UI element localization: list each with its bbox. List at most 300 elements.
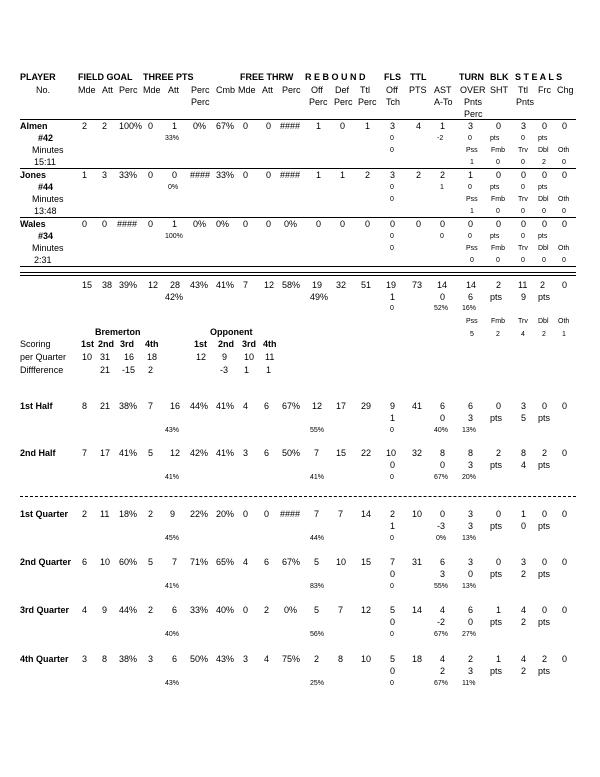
column-header: Perc — [334, 97, 353, 107]
quarter-header: 4th — [145, 339, 159, 349]
minutes-value: 13:48 — [34, 206, 57, 216]
quarter-score: 31 — [100, 352, 111, 362]
period-stat: 27% — [462, 631, 477, 638]
header-divider — [20, 119, 576, 120]
player-stat: 0 — [496, 257, 500, 264]
period-stat: 13% — [462, 535, 477, 542]
player-stat: pts — [490, 184, 500, 191]
total-stat: 38 — [102, 280, 113, 290]
period-stat: 0 — [542, 509, 548, 519]
column-header: Att — [168, 85, 180, 95]
player-stat: 0 — [496, 219, 502, 229]
quarter-score: 11 — [265, 352, 275, 362]
player-stat: 2 — [365, 170, 371, 180]
player-stat: 0 — [542, 257, 546, 264]
player-stat: 0 — [542, 208, 546, 215]
player-stat: 0 — [521, 135, 525, 142]
period-stat: 8 — [338, 654, 344, 664]
player-stat: 0 — [266, 170, 272, 180]
period-stat: 0 — [562, 557, 568, 567]
period-stat: 44% — [190, 401, 209, 411]
period-stat: 29 — [361, 401, 372, 411]
player-stat: 1 — [440, 121, 446, 131]
period-stat: 6 — [172, 605, 178, 615]
period-stat: 10 — [386, 448, 397, 458]
player-stat: 3 — [390, 121, 396, 131]
column-header: OVER — [460, 85, 486, 95]
period-stat: pts — [538, 666, 551, 676]
quarter-diff: 21 — [100, 365, 111, 375]
quarter-diff: -3 — [220, 365, 229, 375]
period-stat: 18 — [412, 654, 423, 664]
period-stat: 2 — [148, 605, 154, 615]
period-stat: 3 — [468, 557, 474, 567]
column-header: Off — [311, 85, 323, 95]
player-stat: 0% — [193, 219, 207, 229]
player-stat: 1 — [316, 121, 322, 131]
player-stat: 1 — [340, 170, 346, 180]
total-stat: Dbl — [538, 318, 549, 325]
player-stat: Pss — [466, 245, 478, 252]
quarter-score: 10 — [82, 352, 93, 362]
total-stat: 7 — [243, 280, 249, 290]
player-stat: 0 — [102, 219, 108, 229]
period-stat: 44% — [119, 605, 138, 615]
total-stat: 12 — [264, 280, 275, 290]
total-stat: 2 — [496, 280, 502, 290]
period-stat: 10 — [412, 509, 423, 519]
period-stat: 0 — [542, 605, 548, 615]
period-stat: 41% — [310, 474, 325, 481]
period-stat: 0 — [496, 509, 502, 519]
period-stat: 7 — [172, 557, 178, 567]
total-stat: 0 — [440, 292, 446, 302]
player-stat: 0 — [496, 159, 500, 166]
player-stat: 3 — [102, 170, 108, 180]
player-number: #44 — [38, 182, 54, 192]
period-stat: 5 — [148, 557, 154, 567]
period-stat: 41% — [216, 401, 235, 411]
player-stat: 2 — [102, 121, 108, 131]
player-stat: 1 — [82, 170, 88, 180]
period-stat: 38% — [119, 401, 138, 411]
player-stat: Oth — [558, 245, 570, 252]
column-group-header: BLK — [490, 72, 509, 82]
period-stat: 6 — [264, 557, 270, 567]
period-stat: 0 — [390, 666, 396, 676]
period-stat: pts — [490, 617, 503, 627]
period-stat: 0 — [562, 509, 568, 519]
column-header: Perc — [191, 85, 210, 95]
player-stat: 0 — [266, 121, 272, 131]
total-stat: 39% — [119, 280, 138, 290]
period-stat: 1 — [390, 413, 396, 423]
player-stat: Trv — [518, 196, 528, 203]
player-stat: 0 — [562, 159, 566, 166]
player-stat: 0 — [496, 208, 500, 215]
period-stat: pts — [538, 617, 551, 627]
period-stat: 1 — [521, 509, 527, 519]
player-stat: pts — [538, 184, 548, 191]
period-stat: 38% — [119, 654, 138, 664]
period-stat: 3 — [468, 413, 474, 423]
period-stat: 6 — [82, 557, 88, 567]
minutes-value: 2:31 — [34, 255, 52, 265]
period-stat: 0 — [440, 509, 446, 519]
player-stat: 1 — [365, 121, 371, 131]
period-stat: 0 — [496, 401, 502, 411]
period-stat: 2 — [521, 617, 527, 627]
player-stat: 33% — [216, 170, 235, 180]
period-stat: 2 — [521, 569, 527, 579]
period-stat: 0 — [440, 413, 446, 423]
minutes-value: 15:11 — [34, 157, 56, 167]
player-number: #42 — [38, 133, 54, 143]
period-stat: 12 — [312, 401, 323, 411]
period-stat: 14 — [361, 509, 372, 519]
period-stat: 17 — [336, 401, 347, 411]
column-header: Perc — [309, 97, 328, 107]
period-label: 3rd Quarter — [20, 605, 70, 615]
period-stat: 7 — [314, 448, 320, 458]
total-stat: 1 — [562, 331, 566, 338]
period-stat: 40% — [165, 631, 180, 638]
column-group-header: FREE THRW — [240, 72, 294, 82]
total-stat: 14 — [466, 280, 477, 290]
total-stat: Pss — [466, 318, 478, 325]
period-stat: 2 — [542, 448, 548, 458]
period-stat: 56% — [310, 631, 325, 638]
period-stat: 2 — [468, 654, 474, 664]
player-stat: 0 — [316, 219, 322, 229]
player-stat: 0 — [148, 121, 154, 131]
period-stat: 7 — [338, 509, 344, 519]
player-stat: 0 — [390, 196, 394, 203]
total-stat: 42% — [165, 292, 184, 302]
player-stat: 33% — [165, 135, 180, 142]
period-label: 1st Half — [20, 401, 53, 411]
column-group-header: R E B O U N D — [305, 72, 366, 82]
column-header: Perc — [191, 97, 210, 107]
period-stat: 7 — [314, 509, 320, 519]
period-stat: 4 — [440, 605, 446, 615]
total-stat: 12 — [148, 280, 159, 290]
period-stat: 5 — [314, 605, 320, 615]
player-stat: 0 — [521, 170, 527, 180]
period-stat: 0 — [468, 569, 474, 579]
period-stat: 5 — [390, 654, 396, 664]
period-stat: pts — [490, 521, 503, 531]
column-header: Perc — [358, 97, 377, 107]
period-stat: pts — [490, 666, 503, 676]
period-stat: 0 — [390, 583, 394, 590]
quarter-diff: 1 — [244, 365, 250, 375]
player-stat: Pss — [466, 196, 478, 203]
period-stat: 7 — [390, 557, 396, 567]
player-stat: 67% — [216, 121, 235, 131]
total-stat: Trv — [518, 318, 528, 325]
player-stat: Dbl — [538, 245, 549, 252]
player-stat: 0 — [562, 257, 566, 264]
player-stat: 0 — [440, 233, 444, 240]
quarter-score: 12 — [196, 352, 207, 362]
period-stat: 10 — [361, 654, 372, 664]
player-stat: 0 — [148, 219, 154, 229]
player-stat: 0 — [562, 170, 568, 180]
period-stat: 55% — [310, 427, 325, 434]
player-stat: 0 — [440, 219, 446, 229]
period-stat: 0 — [390, 460, 396, 470]
column-group-header: TTL — [410, 72, 427, 82]
period-stat: 15 — [361, 557, 372, 567]
total-stat: 15 — [82, 280, 93, 290]
total-stat: 19 — [386, 280, 397, 290]
column-group-header: FIELD GOAL — [78, 72, 133, 82]
period-stat: 0 — [542, 557, 548, 567]
period-stat: 44% — [310, 535, 325, 542]
minutes-label: Minutes — [32, 145, 64, 155]
player-stat: Oth — [558, 196, 570, 203]
period-stat: 0 — [390, 427, 394, 434]
period-stat: 40% — [434, 427, 449, 434]
period-stat: 3 — [243, 448, 249, 458]
period-stat: 0 — [264, 509, 270, 519]
period-stat: 65% — [216, 557, 235, 567]
period-stat: pts — [538, 569, 551, 579]
period-stat: 0 — [562, 605, 568, 615]
player-stat: 3 — [521, 121, 527, 131]
column-header: Mde — [238, 85, 256, 95]
player-stat: Fmb — [491, 245, 505, 252]
total-stat: 9 — [521, 292, 527, 302]
period-stat: 83% — [310, 583, 325, 590]
player-stat: Fmb — [491, 196, 505, 203]
period-stat: 2 — [521, 666, 527, 676]
period-stat: 5 — [148, 448, 154, 458]
column-group-header: TURN — [459, 72, 484, 82]
period-stat: 3 — [440, 569, 446, 579]
period-stat: pts — [538, 460, 551, 470]
player-stat: pts — [490, 233, 500, 240]
player-stat: 0 — [390, 245, 394, 252]
player-stat: Dbl — [538, 147, 549, 154]
total-stat: 2 — [542, 331, 546, 338]
period-stat: 9 — [170, 509, 176, 519]
player-stat: 0 — [340, 121, 346, 131]
player-stat: 100% — [165, 233, 183, 240]
quarter-score: 10 — [244, 352, 255, 362]
player-stat: 0 — [243, 121, 249, 131]
period-stat: 8 — [468, 448, 474, 458]
column-header: Att — [102, 85, 114, 95]
period-stat: 0 — [440, 460, 446, 470]
period-label: 4th Quarter — [20, 654, 69, 664]
column-header: Cmb — [216, 85, 236, 95]
player-stat: 0 — [468, 233, 472, 240]
period-stat: 67% — [282, 401, 301, 411]
period-stat: 1 — [390, 521, 396, 531]
player-stat: Trv — [518, 147, 528, 154]
period-stat: 0 — [390, 535, 394, 542]
column-header: Perc — [464, 109, 483, 119]
period-stat: 0 — [390, 680, 394, 687]
player-divider — [20, 217, 576, 218]
period-stat: pts — [538, 413, 551, 423]
player-stat: Pss — [466, 147, 478, 154]
period-stat: 6 — [440, 557, 446, 567]
player-stat: 0 — [416, 219, 422, 229]
period-stat: 7 — [148, 401, 154, 411]
player-stat: 0 — [390, 233, 394, 240]
player-stat: 0 — [562, 208, 566, 215]
total-stat: 19 — [312, 280, 323, 290]
quarter-header: 1st — [81, 339, 95, 349]
player-stat: 100% — [119, 121, 143, 131]
player-stat: pts — [538, 233, 548, 240]
scoring-label: Diffference — [20, 365, 64, 375]
period-stat: 0 — [496, 557, 502, 567]
period-stat: 71% — [190, 557, 209, 567]
quarter-header: 4th — [263, 339, 277, 349]
period-stat: 12 — [361, 605, 372, 615]
player-stat: 2 — [542, 159, 546, 166]
period-stat: 0 — [390, 569, 396, 579]
period-stat: 43% — [165, 427, 180, 434]
period-stat: 18% — [119, 509, 138, 519]
player-stat: Trv — [518, 245, 528, 252]
player-stat: 0 — [172, 170, 178, 180]
player-stat: 0 — [521, 208, 525, 215]
period-stat: -3 — [437, 521, 446, 531]
player-stat: Oth — [558, 147, 570, 154]
total-stat: Oth — [558, 318, 570, 325]
column-header: Frc — [538, 85, 551, 95]
player-divider — [20, 168, 576, 169]
period-stat: 2 — [390, 509, 396, 519]
period-stat: 50% — [282, 448, 301, 458]
player-divider — [20, 266, 576, 267]
period-stat: 41% — [216, 448, 235, 458]
total-stat: 2 — [540, 280, 546, 290]
period-stat: 13% — [462, 583, 477, 590]
period-stat: 0 — [562, 448, 568, 458]
period-stat: 5 — [314, 557, 320, 567]
period-stat: 20% — [462, 474, 477, 481]
period-stat: pts — [538, 521, 551, 531]
column-header: A-To — [434, 97, 453, 107]
totals-divider — [20, 275, 576, 276]
column-header: Ttl — [518, 85, 528, 95]
total-stat: 28 — [170, 280, 181, 290]
period-stat: 14 — [412, 605, 423, 615]
period-stat: 9 — [102, 605, 108, 615]
period-stat: 17 — [100, 448, 111, 458]
player-stat: 0 — [266, 219, 272, 229]
minutes-label: Minutes — [32, 194, 64, 204]
period-label: 1st Quarter — [20, 509, 69, 519]
period-stat: 6 — [468, 605, 474, 615]
player-stat: 0 — [243, 170, 249, 180]
player-stat: 0 — [521, 219, 527, 229]
period-stat: 10 — [336, 557, 347, 567]
period-stat: 11% — [462, 680, 476, 687]
period-stat: 32 — [412, 448, 423, 458]
player-stat: 0 — [468, 135, 472, 142]
period-stat: 9 — [390, 401, 396, 411]
column-header: Pnts — [464, 97, 483, 107]
period-stat: 8 — [521, 448, 527, 458]
period-stat: 67% — [434, 631, 449, 638]
period-stat: 0 — [521, 521, 527, 531]
player-stat: 0 — [243, 219, 249, 229]
player-stat: 2 — [440, 170, 446, 180]
period-stat: pts — [490, 413, 503, 423]
player-stat: 0 — [390, 147, 394, 154]
quarter-diff: 2 — [148, 365, 154, 375]
opponent-name: Opponent — [210, 327, 253, 337]
period-stat: 55% — [434, 583, 449, 590]
period-stat: 0 — [390, 474, 394, 481]
column-group-header: FLS — [384, 72, 401, 82]
column-header: Mde — [78, 85, 96, 95]
player-stat: 0 — [365, 219, 371, 229]
column-header: Tch — [386, 97, 401, 107]
period-stat: 7 — [82, 448, 88, 458]
column-group-header: S T E A L S — [515, 72, 563, 82]
section-divider — [20, 496, 576, 497]
player-stat: 0 — [390, 184, 394, 191]
period-stat: 10 — [100, 557, 111, 567]
column-header: Off — [386, 85, 398, 95]
player-stat: Dbl — [538, 196, 549, 203]
column-header: SHT — [490, 85, 508, 95]
period-stat: 4 — [243, 401, 249, 411]
player-stat: 0% — [168, 184, 179, 191]
period-stat: 4 — [82, 605, 88, 615]
period-stat: 43% — [216, 654, 235, 664]
player-stat: 1 — [172, 121, 178, 131]
total-stat: 73 — [412, 280, 423, 290]
column-header: Perc — [282, 85, 301, 95]
player-stat: 0 — [390, 135, 394, 142]
column-header: Perc — [119, 85, 138, 95]
column-header: PTS — [409, 85, 427, 95]
period-stat: 4 — [521, 460, 527, 470]
period-stat: 22% — [190, 509, 209, 519]
player-stat: 0% — [193, 121, 207, 131]
player-stat: #### — [117, 219, 138, 229]
player-stat: 0 — [521, 257, 525, 264]
period-stat: 3 — [521, 401, 527, 411]
period-stat: 6 — [468, 401, 474, 411]
column-header: AST — [434, 85, 452, 95]
scoring-label: per Quarter — [20, 352, 67, 362]
period-stat: -2 — [437, 617, 446, 627]
totals-divider — [20, 272, 576, 273]
player-stat: 1 — [172, 219, 178, 229]
total-stat: 0 — [390, 305, 394, 312]
period-stat: 5 — [521, 413, 527, 423]
period-stat: 2 — [264, 605, 270, 615]
total-stat: pts — [490, 292, 503, 302]
period-label: 2nd Quarter — [20, 557, 72, 567]
player-stat: 0 — [496, 121, 502, 131]
period-stat: 67% — [282, 557, 301, 567]
period-stat: 0 — [390, 617, 396, 627]
player-stat: 3 — [468, 121, 474, 131]
column-header: Att — [262, 85, 274, 95]
period-stat: 33% — [190, 605, 209, 615]
